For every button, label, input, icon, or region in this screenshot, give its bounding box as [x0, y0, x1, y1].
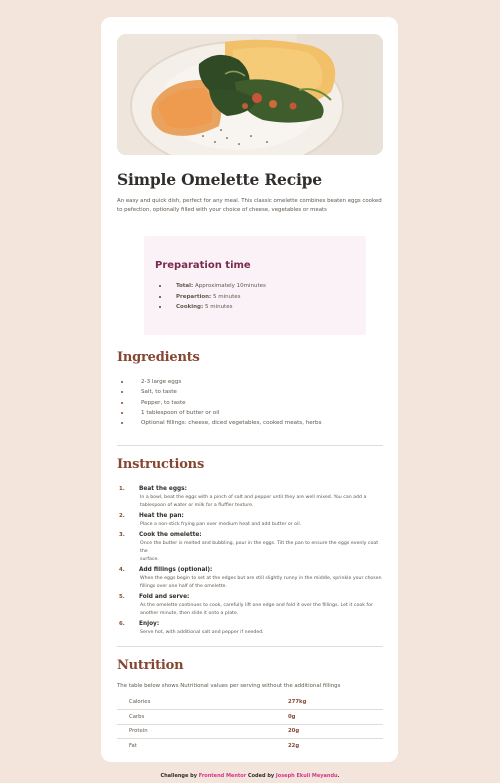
ingredient-item: Optional fillings: cheese, diced vegetables, cooked meats, herbs — [117, 418, 322, 428]
table-row — [117, 739, 383, 754]
ingredients-list — [117, 377, 322, 428]
step-text-line: Place a non-stick frying pan over medium heat and add butter or oil. — [140, 521, 302, 527]
footer-prefix: Challenge by — [160, 773, 197, 779]
section-divider — [117, 445, 383, 446]
prep-item-value: 5 minutes — [213, 293, 241, 300]
prep-item-label: Cooking: — [176, 304, 204, 310]
instruction-step — [117, 567, 383, 591]
table-row — [117, 724, 383, 739]
ingredients-heading: Ingredients — [117, 350, 200, 365]
preparation-time-box — [144, 236, 366, 335]
step-number: 5. — [119, 593, 125, 600]
step-number: 3. — [119, 531, 125, 538]
instruction-step — [117, 594, 383, 618]
footer-middle: Coded by — [247, 773, 275, 779]
step-number: 4. — [119, 566, 125, 573]
nutrient-value: 20g — [288, 724, 383, 739]
step-title: Fold and serve: — [139, 593, 190, 600]
instruction-step — [117, 621, 383, 637]
step-number: 6. — [119, 620, 125, 627]
prep-item-preparation — [156, 292, 266, 303]
recipe-intro: An easy and quick dish, perfect for any meal. This classic omelette combines beaten eggs cooked to pefection, optionally filled with your choice of cheese, vegetables or meats — [117, 198, 382, 213]
recipe-title: Simple Omelette Recipe — [117, 170, 322, 189]
nutrient-label: Protein — [117, 724, 288, 739]
instructions-list — [117, 486, 383, 640]
section-divider — [117, 646, 383, 647]
author-link[interactable]: Joseph Ekuli Meyandu — [275, 773, 338, 779]
ingredient-item: 1 tablespoon of butter or oil — [117, 408, 322, 418]
step-title: Cook the omelette: — [139, 531, 202, 538]
step-number: 2. — [119, 512, 125, 519]
step-text-line: surface. — [140, 556, 159, 562]
instructions-heading: Instructions — [117, 457, 205, 472]
step-text-line: As the omelette continues to cook, carefully lift one edge and fold it over the fillings. Let it cook for — [140, 602, 373, 608]
prep-item-label: Total: — [176, 283, 194, 289]
footer-suffix: . — [337, 773, 340, 779]
step-text-line: In a bowl, beat the eggs with a pinch of salt and pepper until they are well mixed. You can add a — [140, 494, 367, 500]
step-text-line: Serve hot, with additional salt and pepper if needed. — [140, 629, 264, 635]
prep-item-cooking — [156, 302, 266, 313]
nutrient-label: Calories — [117, 695, 288, 710]
step-title: Enjoy: — [139, 620, 160, 627]
step-text — [139, 575, 383, 591]
ingredient-item: Pepper, to taste — [117, 398, 322, 408]
step-text-line: When the eggs begin to set at the edges but are still slightly runny in the middle, sprinkle your chosen — [140, 575, 382, 581]
instruction-step — [117, 513, 383, 529]
preparation-time-list — [156, 281, 266, 313]
attribution-footer — [0, 773, 500, 779]
frontend-mentor-link[interactable]: Frontend Mentor — [198, 773, 247, 779]
prep-item-value: Approximately 10minutes — [194, 283, 266, 289]
preparation-time-heading: Preparation time — [155, 260, 251, 271]
nutrient-value: 22g — [288, 743, 300, 750]
step-text — [139, 602, 383, 618]
table-row — [117, 695, 383, 710]
prep-item-total — [156, 281, 266, 292]
prep-item-label: Prepartion: — [176, 293, 212, 300]
ingredient-item: Salt, to taste — [117, 387, 322, 397]
omelette-image — [117, 34, 383, 155]
step-text-line: tablespoon of water or milk for a fluffier texture. — [140, 502, 254, 508]
nutrient-value: 0g — [288, 710, 383, 725]
step-title: Beat the eggs: — [139, 486, 187, 492]
step-text-line: fillings over one half of the omelette. — [140, 583, 227, 589]
step-title: Heat the pan: — [139, 512, 184, 519]
step-text — [139, 494, 383, 510]
recipe-card — [101, 17, 398, 762]
prep-item-value: 5 minutes — [204, 304, 233, 310]
nutrient-label: Fat — [129, 743, 137, 750]
ingredient-item: 2-3 large eggs — [117, 377, 322, 387]
step-text-line: Once the butter is melted and bubbling, pour in the eggs. Tilt the pan to ensure the eggs evenly coat the — [140, 540, 379, 554]
instruction-step — [117, 532, 383, 564]
instruction-step — [117, 486, 383, 510]
nutrition-table — [117, 695, 383, 753]
nutrition-heading: Nutrition — [117, 658, 184, 673]
step-number: 1. — [119, 486, 125, 492]
step-title: Add fillings (optional): — [139, 566, 213, 573]
nutrient-value: 277kg — [288, 695, 383, 710]
step-text — [139, 629, 383, 637]
step-text — [139, 521, 383, 529]
step-text — [139, 540, 383, 564]
nutrition-subtitle: The table below shows Nutritional values per serving without the additional fillings — [117, 683, 341, 689]
step-text-line: another minute, then slide it onto a plate. — [140, 610, 239, 616]
table-row — [117, 710, 383, 725]
nutrient-label: Carbs — [117, 710, 288, 725]
